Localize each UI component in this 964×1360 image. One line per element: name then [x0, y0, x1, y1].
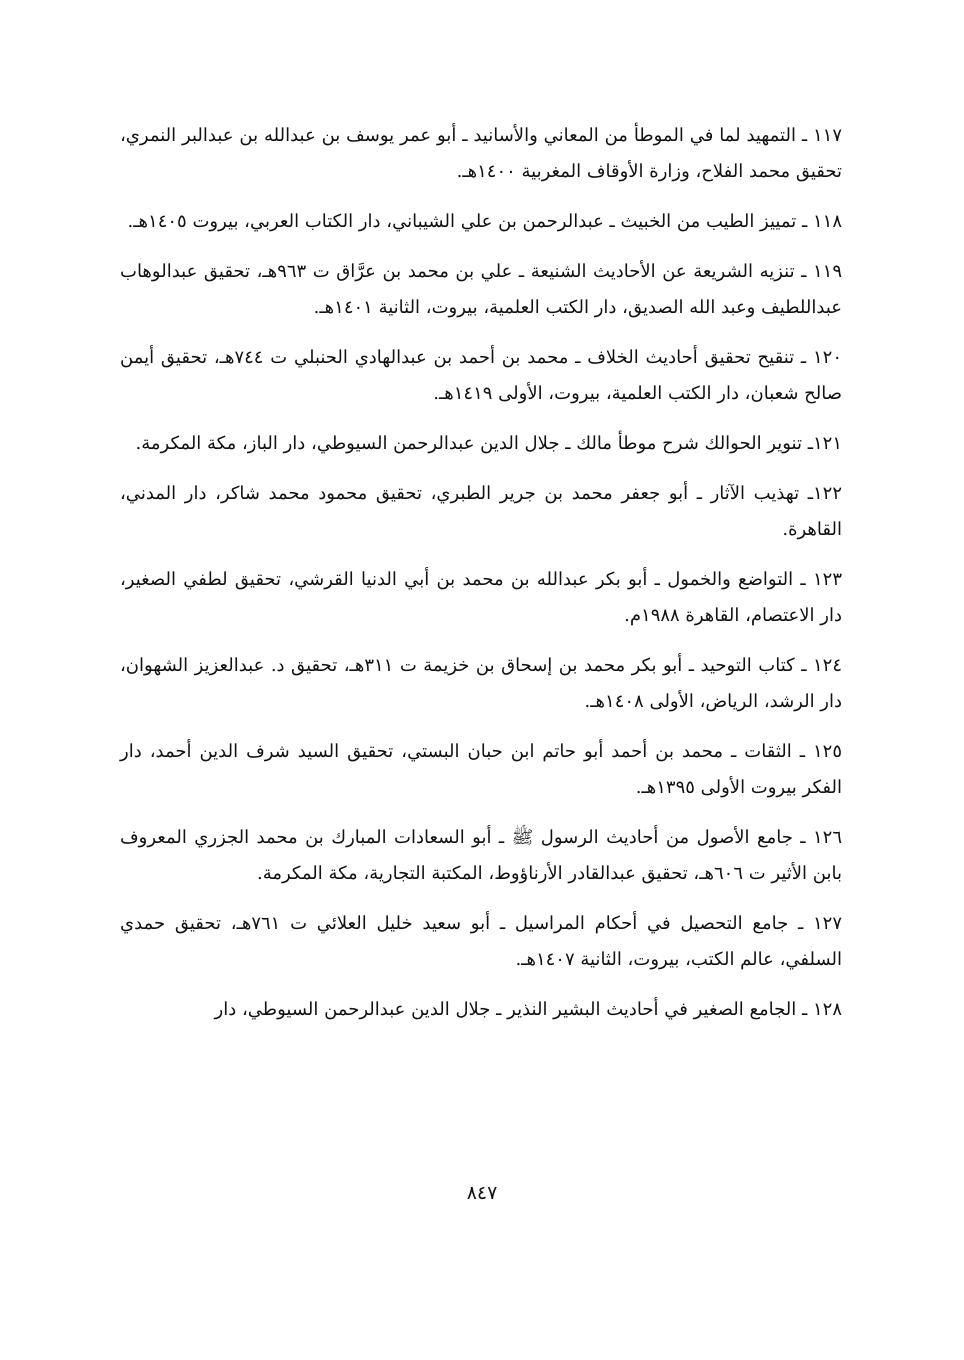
bibliography-entry-123: ١٢٣ ـ التواضع والخمول ـ أبو بكر عبدالله بن محمد بن أبي الدنيا القرشي، تحقيق لطفي الصغير، دار الاعتصام، القاهرة ١٩٨٨م.	[120, 569, 842, 626]
bibliography-entry-125: ١٢٥ ـ الثقات ـ محمد بن أحمد أبو حاتم ابن حبان البستي، تحقيق السيد شرف الدين أحمد، دار الفكر بيروت الأولى ١٣٩٥هـ.	[120, 741, 842, 798]
page-number: ٨٤٧	[466, 1182, 498, 1204]
bibliography-entry-124: ١٢٤ ـ كتاب التوحيد ـ أبو بكر محمد بن إسحاق بن خزيمة ت ٣١١هـ، تحقيق د. عبدالعزيز الشهوان، دار الرشد، الرياض، الأولى ١٤٠٨هـ.	[120, 655, 842, 712]
bibliography-entry-119: ١١٩ ـ تنزيه الشريعة عن الأحاديث الشنيعة ـ علي بن محمد بن عرَّاق ت ٩٦٣هـ، تحقيق عبدالوهاب عبداللطيف وعبد الله الصديق، دار الكتب العلمية، بيروت، الثانية ١٤٠١هـ.	[120, 261, 842, 318]
bibliography-entry-117: ١١٧ ـ التمهيد لما في الموطأ من المعاني والأسانيد ـ أبو عمر يوسف بن عبدالله بن عبدالبر النمري، تحقيق محمد الفلاح، وزارة الأوقاف المغربية ١٤٠٠هـ.	[120, 125, 842, 182]
bibliography-entry-126: ١٢٦ ـ جامع الأصول من أحاديث الرسول ﷺ ـ أبو السعادات المبارك بن محمد الجزري المعروف بابن الأثير ت ٦٠٦هـ، تحقيق عبدالقادر الأرناؤوط، المكتبة التجارية، مكة المكرمة.	[120, 827, 842, 884]
bibliography-entry-128: ١٢٨ ـ الجامع الصغير في أحاديث البشير النذير ـ جلال الدين عبدالرحمن السيوطي، دار	[214, 999, 842, 1020]
bibliography-entry-122: ١٢٢ـ تهذيب الآثار ـ أبو جعفر محمد بن جرير الطبري، تحقيق محمود محمد شاكر، دار المدني، القاهرة.	[120, 483, 842, 540]
bibliography-page	[120, 118, 842, 1042]
bibliography-entry-121: ١٢١ـ تنوير الحوالك شرح موطأ مالك ـ جلال الدين عبدالرحمن السيوطي، دار الباز، مكة المكرمة.	[135, 433, 842, 454]
bibliography-entry-118: ١١٨ ـ تمييز الطيب من الخبيث ـ عبدالرحمن بن علي الشيباني، دار الكتاب العربي، بيروت ١٤٠٥هـ.	[127, 211, 842, 232]
bibliography-entry-127: ١٢٧ ـ جامع التحصيل في أحكام المراسيل ـ أبو سعيد خليل العلائي ت ٧٦١هـ، تحقيق حمدي السلفي، عالم الكتب، بيروت، الثانية ١٤٠٧هـ.	[120, 913, 842, 970]
bibliography-entry-120: ١٢٠ ـ تنقيح تحقيق أحاديث الخلاف ـ محمد بن أحمد بن عبدالهادي الحنبلي ت ٧٤٤هـ، تحقيق أيمن صالح شعبان، دار الكتب العلمية، بيروت، الأولى ١٤١٩هـ.	[120, 347, 842, 404]
